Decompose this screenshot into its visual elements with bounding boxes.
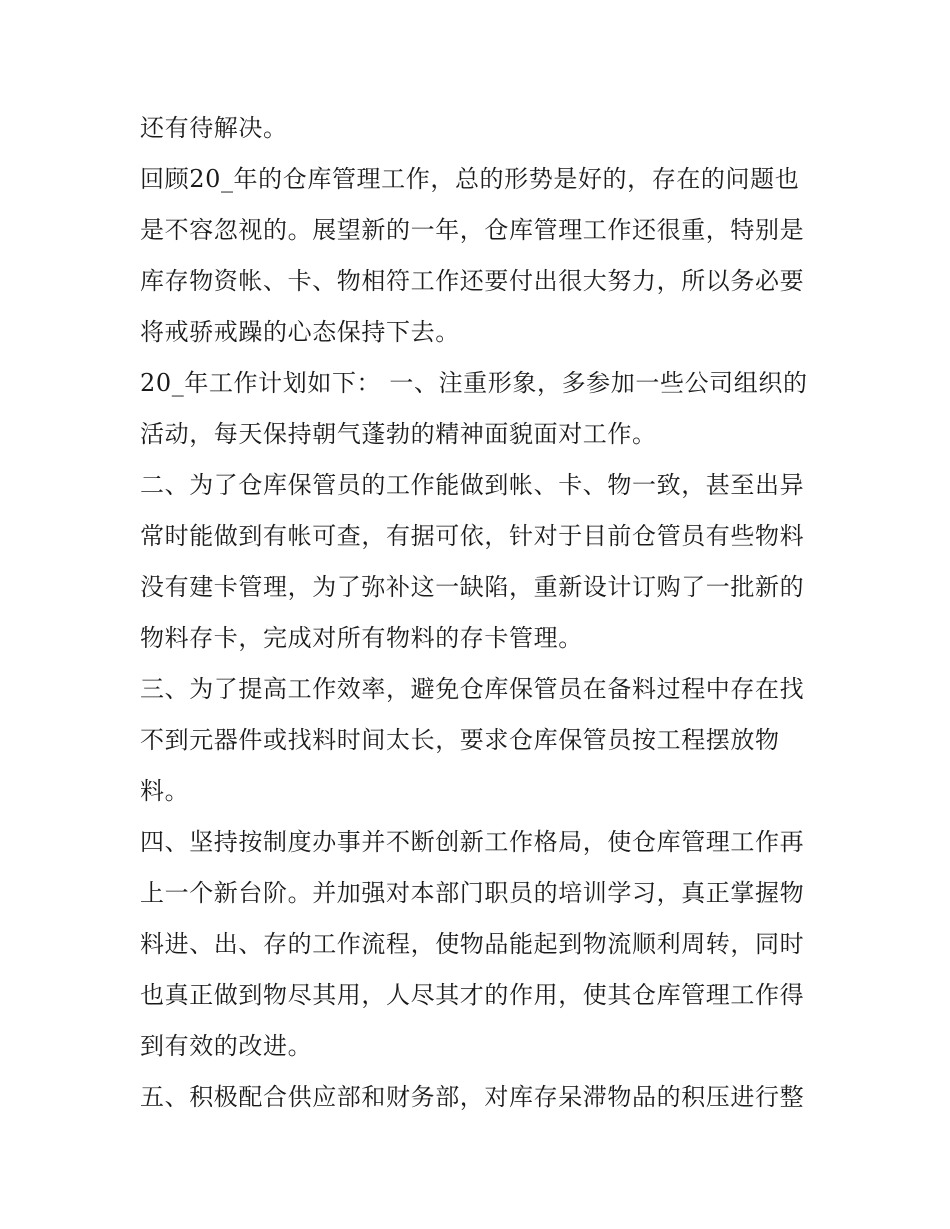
text-line: 到有效的改进。 — [140, 1032, 313, 1060]
text-line: 五、积极配合供应部和财务部，对库存呆滞物品的积压进行整 — [140, 1083, 805, 1111]
text-line: 回顾20_年的仓库管理工作，总的形势是好的，存在的问题也 — [140, 165, 800, 193]
text-line: 四、坚持按制度办事并不断创新工作格局，使仓库管理工作再 — [140, 828, 805, 856]
text-line: 上一个新台阶。并加强对本部门职员的培训学习，真正掌握物 — [140, 879, 805, 907]
text-line: 二、为了仓库保管员的工作能做到帐、卡、物一致，甚至出异 — [140, 471, 805, 499]
text-line: 也真正做到物尽其用，人尽其才的作用，使其仓库管理工作得 — [140, 981, 805, 1009]
text-line: 没有建卡管理，为了弥补这一缺陷，重新设计订购了一批新的 — [140, 573, 805, 601]
text-line: 料。 — [140, 777, 190, 805]
text-line: 20_年工作计划如下： 一、注重形象，多参加一些公司组织的 — [140, 369, 808, 397]
text-line: 是不容忽视的。展望新的一年，仓库管理工作还很重，特别是 — [140, 216, 805, 244]
text-line: 常时能做到有帐可查，有据可依，针对于目前仓管员有些物料 — [140, 522, 805, 550]
text-line: 三、为了提高工作效率，避免仓库保管员在备料过程中存在找 — [140, 675, 805, 703]
text-line: 还有待解决。 — [140, 114, 288, 142]
text-line: 库存物资帐、卡、物相符工作还要付出很大努力，所以务必要 — [140, 267, 805, 295]
text-line: 活动，每天保持朝气蓬勃的精神面貌面对工作。 — [140, 420, 657, 448]
text-line: 物料存卡，完成对所有物料的存卡管理。 — [140, 624, 583, 652]
text-line: 将戒骄戒躁的心态保持下去。 — [140, 318, 460, 346]
text-line: 料进、出、存的工作流程，使物品能起到物流顺利周转，同时 — [140, 930, 805, 958]
text-line: 不到元器件或找料时间太长，要求仓库保管员按工程摆放物 — [140, 726, 780, 754]
document-body — [140, 103, 820, 1123]
